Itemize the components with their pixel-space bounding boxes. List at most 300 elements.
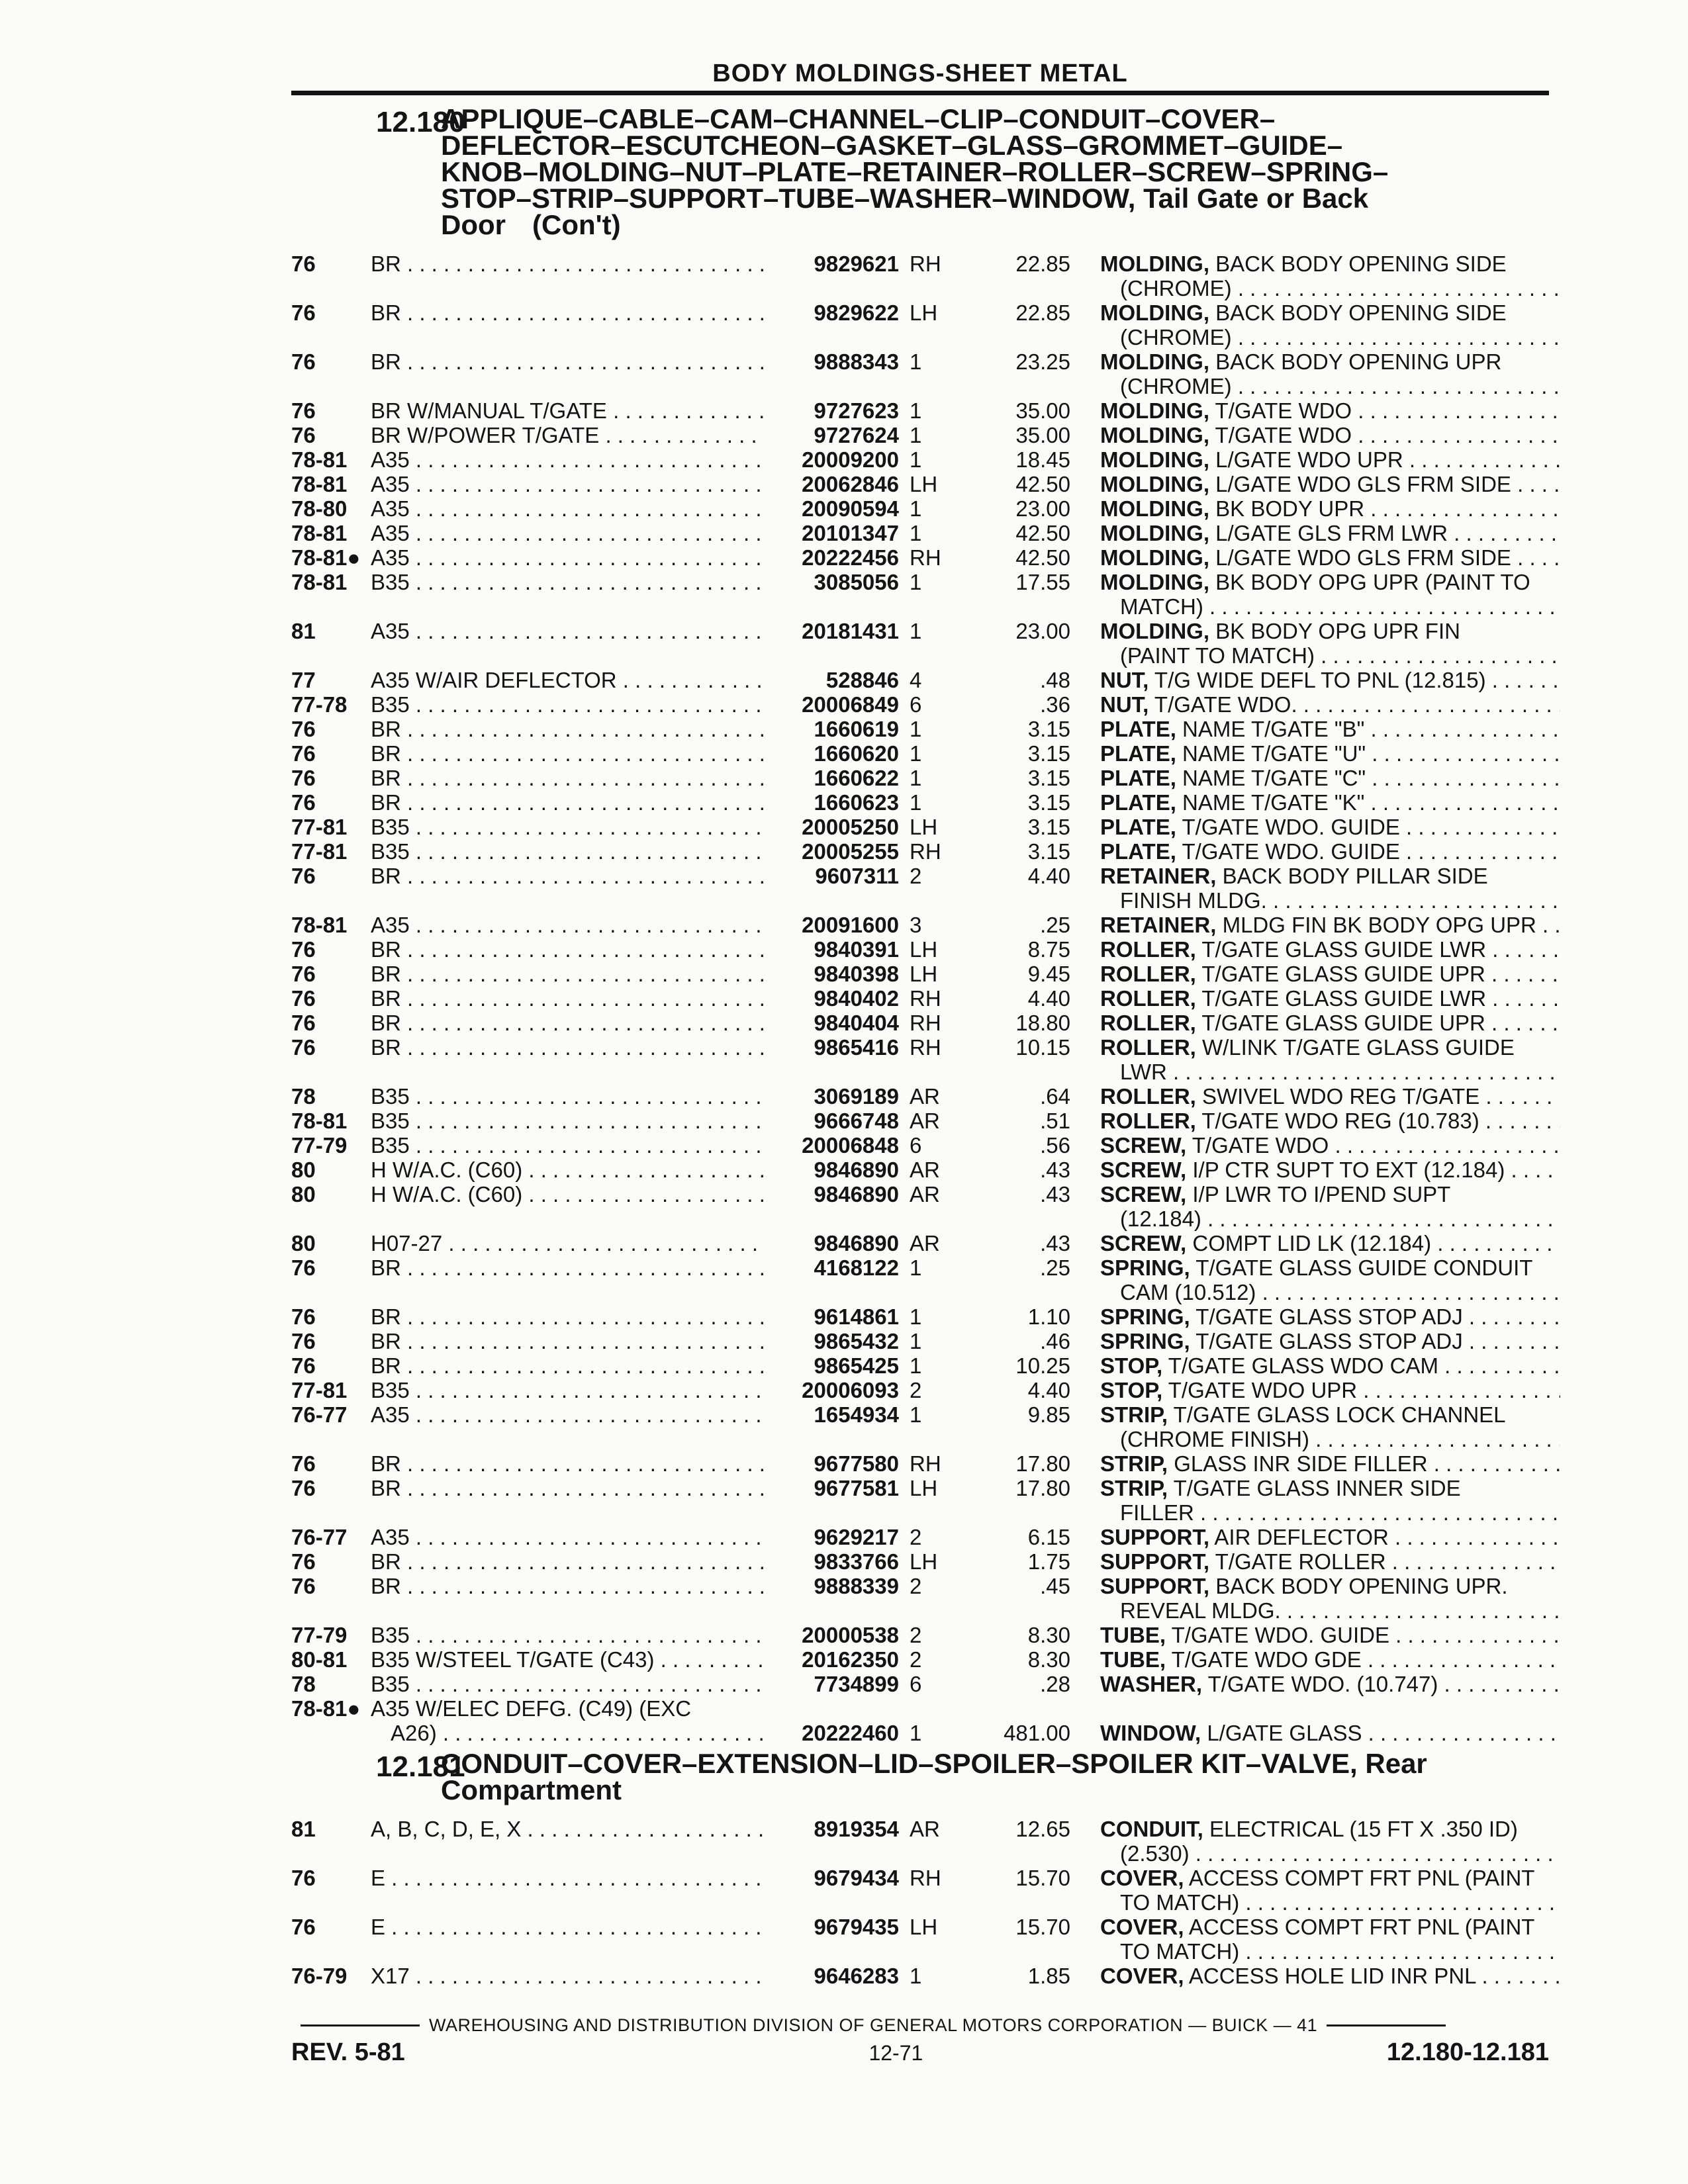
part-number-cell: 528846 xyxy=(825,668,899,692)
description-cell xyxy=(1070,1866,1560,1915)
model-text: B35 . . . xyxy=(371,839,764,864)
model-cell xyxy=(371,1182,764,1206)
footer-dash-left xyxy=(301,2025,420,2026)
sections-container xyxy=(291,103,1549,1988)
year-cell: 76 xyxy=(291,1451,316,1476)
description-line xyxy=(1100,1329,1560,1353)
description-text: T/GATE WDO. xyxy=(1149,692,1297,717)
part-name: MOLDING, xyxy=(1100,251,1209,276)
price-cell: 22.85 xyxy=(1015,251,1070,276)
part-row xyxy=(291,300,1549,349)
model-text: BR . . . xyxy=(371,300,764,325)
model-text: BR W/MANUAL T/GATE . . . xyxy=(371,398,764,423)
section-title-line: DEFLECTOR–ESCUTCHEON–GASKET–GLASS–GROMMET–GUIDE– xyxy=(441,130,1343,161)
quantity-cell: 1 xyxy=(910,423,922,447)
price-cell: 15.70 xyxy=(1015,1915,1070,1939)
model-cell xyxy=(371,1378,764,1402)
part-number-cell: 20006849 xyxy=(802,692,899,717)
description-text: BK BODY OPG UPR FIN xyxy=(1209,619,1460,643)
part-name: MOLDING, xyxy=(1100,521,1209,545)
part-name: RETAINER, xyxy=(1100,864,1217,888)
model-cell xyxy=(371,472,764,496)
model-cell xyxy=(371,1525,764,1549)
model-cell xyxy=(371,815,764,839)
model-text: A35 W/AIR DEFLECTOR . . . xyxy=(371,668,764,692)
description-line xyxy=(1100,913,1560,937)
description-cell xyxy=(1070,1476,1560,1525)
model-text: BR . . . xyxy=(371,1549,764,1574)
quantity-cell: AR xyxy=(910,1231,940,1255)
section-number: 12.180 xyxy=(376,106,465,138)
quantity-cell: RH xyxy=(910,1866,941,1890)
quantity-cell: AR xyxy=(910,1084,940,1109)
catalog-page xyxy=(291,53,1549,1988)
model-continuation xyxy=(371,1721,764,1745)
part-row xyxy=(291,251,1549,300)
part-name: COVER, xyxy=(1100,1915,1184,1939)
footer-division-line xyxy=(291,2015,1549,2036)
quantity-cell: LH xyxy=(910,472,938,496)
part-row xyxy=(291,1011,1549,1035)
part-row xyxy=(291,1623,1549,1647)
description-line xyxy=(1100,1500,1560,1525)
description-line xyxy=(1100,521,1560,545)
price-cell: 3.15 xyxy=(1027,815,1070,839)
description-line xyxy=(1100,398,1560,423)
model-cell xyxy=(371,1866,764,1890)
description-cell xyxy=(1070,668,1560,692)
description-text: L/GATE GLASS xyxy=(1201,1721,1362,1745)
section-number: 12.181 xyxy=(376,1751,465,1783)
part-row xyxy=(291,1158,1549,1182)
model-cell xyxy=(371,1647,764,1672)
model-text: E . . . xyxy=(371,1915,764,1939)
year-cell: 80 xyxy=(291,1158,316,1182)
price-cell: 3.15 xyxy=(1027,717,1070,741)
description-text: T/GATE WDO. GUIDE xyxy=(1176,839,1400,864)
model-text: B35 . . . xyxy=(371,1133,764,1158)
model-text: BR . . . xyxy=(371,251,764,276)
part-row xyxy=(291,1525,1549,1549)
quantity-cell: 1 xyxy=(910,570,922,594)
part-row xyxy=(291,398,1549,423)
model-text: BR . . . xyxy=(371,1451,764,1476)
part-name: STOP, xyxy=(1100,1378,1163,1402)
part-name: PLATE, xyxy=(1100,741,1176,766)
section-title-last: Compartment xyxy=(441,1774,622,1805)
section-title-last: Door xyxy=(441,209,506,240)
price-cell: 23.25 xyxy=(1015,349,1070,374)
description-line xyxy=(1100,1280,1560,1304)
part-row xyxy=(291,545,1549,570)
price-cell: 481.00 xyxy=(1004,1721,1070,1745)
part-name: SCREW, xyxy=(1100,1231,1187,1255)
model-cell xyxy=(371,741,764,766)
description-line xyxy=(1100,251,1560,276)
description-cell xyxy=(1070,1304,1560,1329)
year-cell: 76 xyxy=(291,1866,316,1890)
description-line xyxy=(1100,1304,1560,1329)
quantity-cell: LH xyxy=(910,815,938,839)
year-cell: 78-81● xyxy=(291,545,361,570)
model-cell xyxy=(371,937,764,962)
part-row xyxy=(291,913,1549,937)
part-number-cell: 9607311 xyxy=(815,864,899,888)
price-cell: 17.80 xyxy=(1015,1451,1070,1476)
quantity-cell: 1 xyxy=(910,521,922,545)
year-cell: 76 xyxy=(291,1915,316,1939)
price-cell: 17.55 xyxy=(1015,570,1070,594)
price-cell: 9.85 xyxy=(1027,1402,1070,1427)
year-cell: 80-81 xyxy=(291,1647,348,1672)
model-text: B35 . . . xyxy=(371,1109,764,1133)
model-cell xyxy=(371,545,764,570)
price-cell: 35.00 xyxy=(1015,398,1070,423)
part-name: TUBE, xyxy=(1100,1623,1166,1647)
model-text: A35 . . . xyxy=(371,521,764,545)
quantity-cell: 2 xyxy=(910,1525,922,1549)
part-number-cell: 20005250 xyxy=(802,815,899,839)
part-row xyxy=(291,1696,1549,1745)
year-cell: 76 xyxy=(291,864,316,888)
description-line xyxy=(1100,276,1560,300)
description-line xyxy=(1100,1549,1560,1574)
quantity-cell: 6 xyxy=(910,1672,922,1696)
price-cell: 3.15 xyxy=(1027,839,1070,864)
part-number-cell: 9614861 xyxy=(814,1304,899,1329)
model-text: H W/A.C. (C60) . . . xyxy=(371,1158,764,1182)
price-cell: 22.85 xyxy=(1015,300,1070,325)
year-cell: 81 xyxy=(291,1817,316,1841)
quantity-cell: AR xyxy=(910,1158,940,1182)
part-number-cell: 9677580 xyxy=(814,1451,899,1476)
description-cell xyxy=(1070,1109,1560,1133)
section-title xyxy=(441,103,1549,240)
description-line xyxy=(1100,643,1560,668)
description-text: (PAINT TO MATCH) xyxy=(1120,643,1315,668)
description-text: I/P CTR SUPT TO EXT (12.184) xyxy=(1186,1158,1505,1182)
model-text: A, B, C, D, E, X . . . xyxy=(371,1817,764,1841)
price-cell: 1.75 xyxy=(1027,1549,1070,1574)
year-cell: 76 xyxy=(291,741,316,766)
model-cell xyxy=(371,349,764,374)
year-cell: 76 xyxy=(291,790,316,815)
price-cell: 8.75 xyxy=(1027,937,1070,962)
model-cell xyxy=(371,1304,764,1329)
description-text: ACCESS HOLE LID INR PNL xyxy=(1184,1964,1476,1988)
part-number-cell: 9829621 xyxy=(814,251,899,276)
model-cell xyxy=(371,619,764,643)
footer-division-text: WAREHOUSING AND DISTRIBUTION DIVISION OF GENERAL MOTORS CORPORATION — BUICK — 41 xyxy=(429,2015,1318,2035)
part-number-cell: 9888343 xyxy=(814,349,899,374)
description-cell xyxy=(1070,962,1560,986)
part-number-cell: 9677581 xyxy=(814,1476,899,1500)
description-line xyxy=(1100,1817,1560,1841)
year-cell: 77-79 xyxy=(291,1133,348,1158)
model-cell xyxy=(371,1672,764,1696)
model-cell xyxy=(371,986,764,1011)
model-text: A35 . . . xyxy=(371,913,764,937)
description-text: T/GATE WDO xyxy=(1209,423,1352,447)
part-number-cell: 20090594 xyxy=(802,496,899,521)
section-title-last-line xyxy=(441,209,1549,240)
model-cell xyxy=(371,1817,764,1841)
year-cell: 77 xyxy=(291,668,316,692)
part-number-cell: 9840398 xyxy=(814,962,899,986)
price-cell: 10.15 xyxy=(1015,1035,1070,1060)
description-line xyxy=(1100,349,1560,374)
part-row xyxy=(291,1549,1549,1574)
part-number-cell: 3085056 xyxy=(814,570,899,594)
model-text: A35 . . . xyxy=(371,496,764,521)
quantity-cell: 6 xyxy=(910,1133,922,1158)
part-number-cell: 1654934 xyxy=(814,1402,899,1427)
part-name: MOLDING, xyxy=(1100,545,1209,570)
section-title-continued: (Con't) xyxy=(532,209,621,240)
description-line xyxy=(1100,1574,1560,1598)
year-cell: 76 xyxy=(291,1476,316,1500)
description-text: W/LINK T/GATE GLASS GUIDE xyxy=(1196,1035,1515,1060)
model-text: B35 . . . xyxy=(371,1378,764,1402)
part-number-cell: 20162350 xyxy=(802,1647,899,1672)
part-name: MOLDING, xyxy=(1100,349,1209,374)
part-row xyxy=(291,1647,1549,1672)
quantity-cell: AR xyxy=(910,1109,940,1133)
part-name: ROLLER, xyxy=(1100,962,1196,986)
model-cell xyxy=(371,668,764,692)
price-cell: .45 xyxy=(1040,1574,1070,1598)
description-text: NAME T/GATE "U" xyxy=(1176,741,1366,766)
part-name: WINDOW, xyxy=(1100,1721,1201,1745)
part-row xyxy=(291,839,1549,864)
price-cell: 18.80 xyxy=(1015,1011,1070,1035)
model-cell xyxy=(371,398,764,423)
model-cell xyxy=(371,1696,764,1745)
part-row xyxy=(291,472,1549,496)
part-number-cell: 9629217 xyxy=(814,1525,899,1549)
description-text: BACK BODY OPENING UPR. xyxy=(1209,1574,1508,1598)
year-cell: 78-81 xyxy=(291,913,348,937)
part-number-cell: 9846890 xyxy=(814,1182,899,1206)
description-line xyxy=(1100,1084,1560,1109)
quantity-cell: RH xyxy=(910,251,941,276)
quantity-cell: 4 xyxy=(910,668,922,692)
quantity-cell: 1 xyxy=(910,1402,922,1427)
part-number-cell: 9840402 xyxy=(814,986,899,1011)
description-line xyxy=(1100,1721,1560,1745)
part-name: SPRING, xyxy=(1100,1329,1190,1353)
year-cell: 76 xyxy=(291,1353,316,1378)
model-cell xyxy=(371,521,764,545)
model-text: BR . . . xyxy=(371,1329,764,1353)
description-text: TO MATCH) xyxy=(1120,1939,1240,1964)
model-cell xyxy=(371,1329,764,1353)
description-line xyxy=(1100,1255,1560,1280)
description-line xyxy=(1100,1011,1560,1035)
description-line xyxy=(1100,1378,1560,1402)
description-cell xyxy=(1070,1329,1560,1353)
description-cell xyxy=(1070,839,1560,864)
description-line xyxy=(1100,1158,1560,1182)
description-line xyxy=(1100,1623,1560,1647)
model-cell xyxy=(371,692,764,717)
model-cell xyxy=(371,1011,764,1035)
model-cell xyxy=(371,1255,764,1280)
part-name: SPRING, xyxy=(1100,1255,1190,1280)
footer-dash-right xyxy=(1327,2025,1446,2026)
quantity-cell: 1 xyxy=(910,790,922,815)
model-text: BR . . . xyxy=(371,1476,764,1500)
year-cell: 76 xyxy=(291,423,316,447)
description-cell xyxy=(1070,1378,1560,1402)
description-cell xyxy=(1070,1353,1560,1378)
quantity-cell: RH xyxy=(910,986,941,1011)
description-text: BK BODY OPG UPR (PAINT TO xyxy=(1209,570,1530,594)
part-row xyxy=(291,1231,1549,1255)
description-cell xyxy=(1070,1133,1560,1158)
year-cell: 76 xyxy=(291,251,316,276)
description-line xyxy=(1100,1525,1560,1549)
year-cell: 76-79 xyxy=(291,1964,348,1988)
description-text: T/GATE WDO. GUIDE xyxy=(1176,815,1400,839)
description-line xyxy=(1100,1672,1560,1696)
part-row xyxy=(291,1451,1549,1476)
model-cell xyxy=(371,913,764,937)
description-line xyxy=(1100,374,1560,398)
description-text: NAME T/GATE "C" xyxy=(1176,766,1366,790)
part-name: SCREW, xyxy=(1100,1158,1187,1182)
description-text: T/GATE WDO. GUIDE xyxy=(1166,1623,1389,1647)
part-row xyxy=(291,521,1549,545)
description-text: MLDG FIN BK BODY OPG UPR xyxy=(1216,913,1536,937)
description-text: T/GATE WDO xyxy=(1186,1133,1329,1158)
quantity-cell: 1 xyxy=(910,398,922,423)
year-cell: 78-81 xyxy=(291,1109,348,1133)
description-line xyxy=(1100,1890,1560,1915)
model-cell xyxy=(371,766,764,790)
part-name: MOLDING, xyxy=(1100,398,1209,423)
description-text: T/GATE GLASS STOP ADJ xyxy=(1190,1304,1463,1329)
part-row xyxy=(291,349,1549,398)
part-row xyxy=(291,1476,1549,1525)
year-cell: 77-78 xyxy=(291,692,348,717)
price-cell: 6.15 xyxy=(1027,1525,1070,1549)
description-cell xyxy=(1070,1672,1560,1696)
year-cell: 76 xyxy=(291,1574,316,1598)
description-text: T/GATE WDO xyxy=(1209,398,1352,423)
model-cell xyxy=(371,1476,764,1500)
price-cell: .43 xyxy=(1040,1231,1070,1255)
part-number-cell: 20062846 xyxy=(802,472,899,496)
part-number-cell: 9833766 xyxy=(814,1549,899,1574)
description-text: MATCH) xyxy=(1120,594,1203,619)
year-cell: 76 xyxy=(291,1549,316,1574)
part-number-cell: 1660619 xyxy=(814,717,899,741)
description-line xyxy=(1100,1231,1560,1255)
part-number-cell: 9666748 xyxy=(814,1109,899,1133)
part-name: COVER, xyxy=(1100,1866,1184,1890)
page-number: 12-71 xyxy=(868,2041,923,2065)
quantity-cell: 1 xyxy=(910,1721,922,1745)
model-text: A35 . . . xyxy=(371,545,764,570)
part-name: WASHER, xyxy=(1100,1672,1203,1696)
description-cell xyxy=(1070,1084,1560,1109)
part-number-cell: 20009200 xyxy=(802,447,899,472)
model-text: B35 . . . xyxy=(371,1672,764,1696)
quantity-cell: 6 xyxy=(910,692,922,717)
year-cell: 76 xyxy=(291,1255,316,1280)
price-cell: 23.00 xyxy=(1015,619,1070,643)
part-row xyxy=(291,692,1549,717)
price-cell: .36 xyxy=(1040,692,1070,717)
part-number-cell: 9679435 xyxy=(814,1915,899,1939)
section-title-line: APPLIQUE–CABLE–CAM–CHANNEL–CLIP–CONDUIT–COVER– xyxy=(441,103,1276,134)
description-line xyxy=(1100,741,1560,766)
model-text: BR . . . xyxy=(371,790,764,815)
description-text: T/GATE ROLLER xyxy=(1209,1549,1386,1574)
description-text: T/G WIDE DEFL TO PNL (12.815) xyxy=(1149,668,1486,692)
description-cell xyxy=(1070,1402,1560,1451)
description-line xyxy=(1100,1841,1560,1866)
quantity-cell: 1 xyxy=(910,1255,922,1280)
part-number-cell: 20005255 xyxy=(802,839,899,864)
part-name: NUT, xyxy=(1100,692,1149,717)
year-cell: 78-81 xyxy=(291,570,348,594)
part-row xyxy=(291,496,1549,521)
description-line xyxy=(1100,1598,1560,1623)
model-text-cont: A26) . . . xyxy=(371,1721,764,1745)
description-text: (12.184) xyxy=(1120,1206,1201,1231)
description-cell xyxy=(1070,251,1560,300)
description-line xyxy=(1100,472,1560,496)
year-cell: 81 xyxy=(291,619,316,643)
model-text: BR . . . xyxy=(371,1353,764,1378)
description-cell xyxy=(1070,1182,1560,1231)
part-name: STOP, xyxy=(1100,1353,1163,1378)
price-cell: 18.45 xyxy=(1015,447,1070,472)
model-text: BR . . . xyxy=(371,864,764,888)
price-cell: 8.30 xyxy=(1027,1647,1070,1672)
year-cell: 78 xyxy=(291,1672,316,1696)
header-rule xyxy=(291,91,1549,95)
description-line xyxy=(1100,325,1560,349)
description-line xyxy=(1100,692,1560,717)
description-line xyxy=(1100,790,1560,815)
model-text: BR . . . xyxy=(371,1574,764,1598)
model-text: B35 . . . xyxy=(371,815,764,839)
description-cell xyxy=(1070,398,1560,423)
part-number-cell: 1660622 xyxy=(814,766,899,790)
description-line xyxy=(1100,1182,1560,1206)
description-text: T/GATE GLASS STOP ADJ xyxy=(1190,1329,1463,1353)
part-number-cell: 1660623 xyxy=(814,790,899,815)
section-heading xyxy=(291,1748,1549,1805)
description-text: SWIVEL WDO REG T/GATE xyxy=(1196,1084,1480,1109)
description-line xyxy=(1100,423,1560,447)
description-cell xyxy=(1070,619,1560,668)
quantity-cell: LH xyxy=(910,962,938,986)
price-cell: .64 xyxy=(1040,1084,1070,1109)
description-text: REVEAL MLDG. xyxy=(1120,1598,1281,1623)
part-number-cell: 20000538 xyxy=(802,1623,899,1647)
model-text: BR . . . xyxy=(371,741,764,766)
description-text: L/GATE WDO UPR xyxy=(1209,447,1403,472)
quantity-cell: AR xyxy=(910,1182,940,1206)
quantity-cell: 1 xyxy=(910,766,922,790)
model-cell xyxy=(371,1133,764,1158)
description-line xyxy=(1100,986,1560,1011)
part-row xyxy=(291,1109,1549,1133)
